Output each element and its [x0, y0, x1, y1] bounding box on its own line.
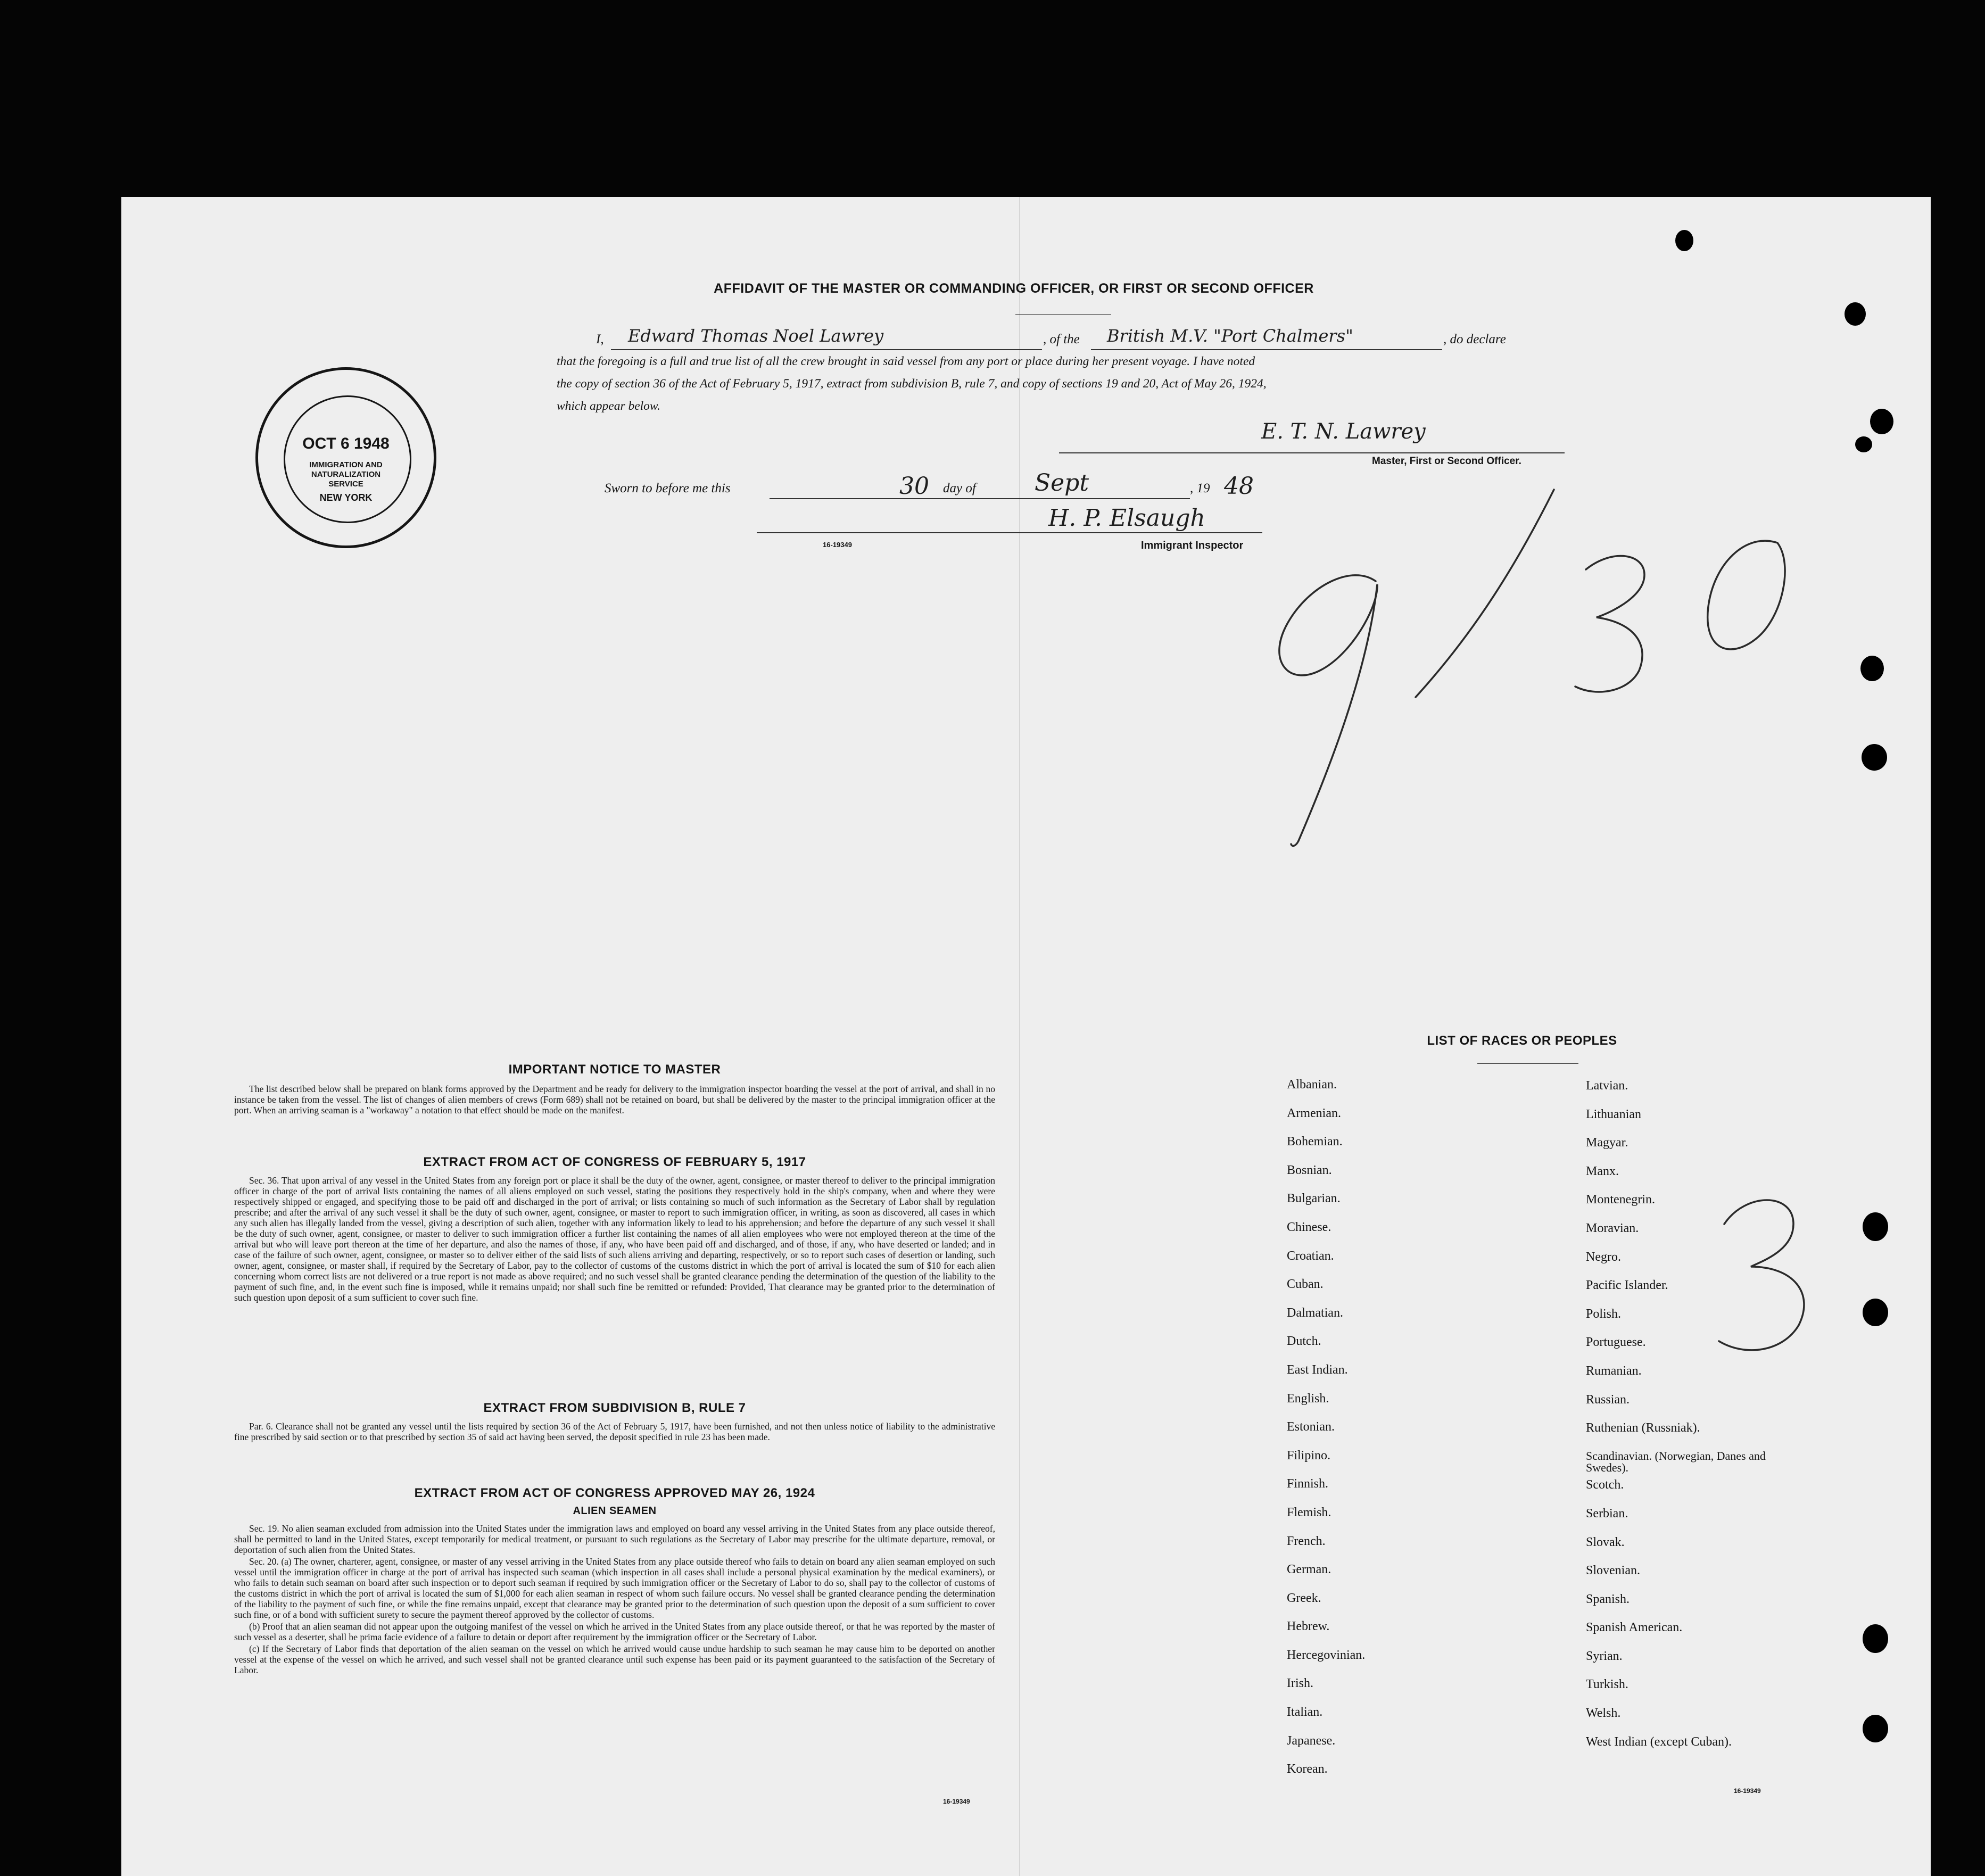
day-of-label: day of — [943, 481, 976, 495]
race-item: Cuban. — [1287, 1277, 1324, 1292]
declaration-line-3: the copy of section 36 of the Act of February 5, 1917, extract from subdivision B, rule 7, and copy of sections 19 and 20, Act of May 26, 1924, — [557, 377, 1267, 391]
punch-hole — [1863, 1715, 1888, 1742]
race-item: Latvian. — [1586, 1079, 1628, 1093]
annotation-text: 9/30 — [1192, 468, 1193, 469]
race-item: Armenian. — [1287, 1106, 1341, 1120]
race-item: Ruthenian (Russniak). — [1586, 1421, 1700, 1435]
sworn-month-line — [988, 498, 1190, 499]
i-label: I, — [596, 332, 604, 346]
notice-title: IMPORTANT NOTICE TO MASTER — [508, 1062, 721, 1077]
race-item: West Indian (except Cuban). — [1586, 1734, 1732, 1749]
punch-hole — [1860, 656, 1884, 681]
date-stamp-inner-ring — [284, 395, 411, 523]
master-signature-line — [1059, 452, 1565, 453]
race-item: Slovenian. — [1586, 1564, 1640, 1578]
sworn-day: 30 — [899, 473, 929, 500]
race-item: Filipino. — [1287, 1448, 1331, 1462]
race-item: Manx. — [1586, 1164, 1619, 1178]
master-name: Edward Thomas Noel Lawrey — [628, 326, 884, 346]
race-item: Albanian. — [1287, 1078, 1337, 1092]
extract-1924-text — [234, 1523, 995, 1676]
punch-hole — [1863, 1299, 1888, 1326]
race-item: Dutch. — [1287, 1334, 1321, 1349]
race-item: Finnish. — [1287, 1477, 1329, 1491]
race-item: Scandinavian. (Norwegian, Danes and Swedes). — [1586, 1449, 1766, 1474]
title-underline — [1015, 314, 1111, 315]
race-item: Moravian. — [1586, 1221, 1639, 1235]
stamp-date: OCT 6 1948 — [302, 435, 390, 452]
date-stamp — [255, 367, 436, 548]
race-item: Japanese. — [1287, 1733, 1336, 1748]
extract-form-number: 16-19349 — [943, 1798, 970, 1805]
sworn-day-line — [770, 498, 993, 499]
race-item: Bohemian. — [1287, 1135, 1343, 1149]
page-fold-line — [1019, 197, 1020, 1876]
extract-rule7-paragraph: Par. 6. Clearance shall not be granted any vessel until the lists required by section 36 of the Act of February 5, 1917, have been furnished, and not then unless notice of liability to the administrative fine prescribed by said section or to that prescribed by section 35 of said act having been served, the deposit specified in rule 23 has been made. — [234, 1421, 995, 1442]
race-item: Greek. — [1287, 1591, 1321, 1605]
race-item: Flemish. — [1287, 1505, 1331, 1519]
race-item: Pacific Islander. — [1586, 1278, 1668, 1293]
race-item: Magyar. — [1586, 1136, 1628, 1150]
race-item: Polish. — [1586, 1307, 1622, 1321]
race-item: Lithuanian — [1586, 1107, 1641, 1121]
race-item: Scotch. — [1586, 1478, 1624, 1492]
sec20b-paragraph: (b) Proof that an alien seaman did not appear upon the outgoing manifest of the vessel on which he arrived in the United States from any place outside thereof, or that he was reported by the master of such vessel as a deserter, shall be prima facie evidence of a failure to detain or deport after requirement by the immigration officer or the Secretary of Labor. — [234, 1621, 995, 1642]
race-item: Hercegovinian. — [1287, 1648, 1366, 1662]
inspector-signature-line — [757, 532, 1262, 533]
race-item: Spanish American. — [1586, 1621, 1683, 1635]
races-title-underline — [1477, 1063, 1578, 1064]
races-title: LIST OF RACES OR PEOPLES — [1427, 1034, 1617, 1048]
race-item: East Indian. — [1287, 1362, 1348, 1377]
master-signature: E. T. N. Lawrey — [1261, 419, 1426, 444]
vessel-name: British M.V. "Port Chalmers" — [1107, 326, 1353, 346]
stamp-agency: IMMIGRATION AND NATURALIZATION SERVICE — [309, 460, 383, 489]
extract-rule7-text — [234, 1421, 995, 1443]
race-item: Chinese. — [1287, 1220, 1331, 1234]
stamp-place: NEW YORK — [319, 492, 373, 503]
race-item: Turkish. — [1586, 1677, 1628, 1692]
declaration-line-4: which appear below. — [557, 399, 660, 413]
declaration-line-1 — [596, 326, 1565, 352]
vessel-name-line — [1091, 349, 1442, 350]
declaration-line-2: that the foregoing is a full and true list of all the crew brought in said vessel from any port or place during her present voyage. I have noted — [557, 354, 1255, 368]
race-item: Syrian. — [1586, 1649, 1623, 1663]
race-item: Montenegrin. — [1586, 1193, 1655, 1207]
race-item: English. — [1287, 1391, 1329, 1406]
race-item: Slovak. — [1586, 1535, 1625, 1549]
race-item: Welsh. — [1586, 1706, 1621, 1721]
races-left-column — [1287, 1078, 1500, 1791]
sworn-label: Sworn to before me this — [605, 481, 731, 495]
race-item: Croatian. — [1287, 1249, 1334, 1263]
notice-paragraph: The list described below shall be prepared on blank forms approved by the Department and be ready for delivery to the immigration inspector boarding the vessel at the port of arrival, and shall in no instance be taken from the vessel. The list of changes of alien members of crews (Form 689) shall not be retained on board, but shall be delivered by the master to the principal immigration officer at the port. When an arriving seaman is a "workaway" a notation to that effect should be made on the manifest. — [234, 1084, 995, 1115]
race-item: Korean. — [1287, 1762, 1328, 1776]
extract-1917-paragraph: Sec. 36. That upon arrival of any vessel in the United States from any foreign port or place it shall be the duty of the owner, agent, consignee, or master thereof to deliver to the principal immigration officer in charge of the port of arrival lists containing the names of all aliens employed on such vessel, stating the positions they respectively hold in the ship's company, when and where they were respectively shipped or engaged, and specifying those to be paid off and discharged in the port of arrival; or lists containing so much of such information as the Secretary of Labor shall by regulation prescribe; and after the arrival of any such vessel it shall be the duty of such owner, agent, consignee, or master to report to such immigration officer, in writing, as soon as discovered, all cases in which any such alien has illegally landed from the vessel, giving a description of such alien, together with any information likely to lead to his apprehension; and before the departure of any such vessel it shall be the duty of such owner, agent, consignee, or master to deliver to such immigration officer a further list containing the names of all alien employees who were not employed thereon at the time of the arrival but who will leave port thereon at the time of her departure, and also the names of those, if any, who have been paid off and discharged, and of those, if any, who have deserted or landed; and in case of the failure of such owner, agent, consignee, or master so to deliver either of the said lists of such aliens arriving and departing, respectively, or so to report such cases of desertion or landing, such owner, agent, consignee, or master shall, if required by the Secretary of Labor, pay to the collector of customs of the customs district in which the port of arrival is located the sum of $10 for each alien concerning whom correct lists are not delivered or a true report is not made as above required; and no such vessel shall be granted clearance pending the determination of the question of the liability to the payment of such fine, and, in the event such fine is imposed, while it remains unpaid; nor shall such fine be remitted or refunded: Provided, That clearance may be granted prior to the determination of such question upon deposit of a sum sufficient to cover such fine. — [234, 1175, 995, 1303]
race-item: Dalmatian. — [1287, 1305, 1343, 1320]
extract-rule7-title: EXTRACT FROM SUBDIVISION B, RULE 7 — [483, 1401, 746, 1415]
race-item: Irish. — [1287, 1676, 1313, 1691]
extract-1917-text — [234, 1175, 995, 1304]
race-item: Serbian. — [1586, 1506, 1628, 1520]
sworn-month: Sept — [1035, 469, 1089, 497]
race-item: Hebrew. — [1287, 1619, 1330, 1634]
races-right-column — [1586, 1079, 1809, 1764]
sec20a-paragraph: Sec. 20. (a) The owner, charterer, agent, consignee, or master of any vessel arriving in the United States from any place outside thereof who fails to detain on board any alien seaman employed on such vessel until the immigration officer in charge at the port of arrival has inspected such seaman (which inspection in all cases shall include a personal physical examination by the medical examiners), or who fails to detain such seaman on board after such inspection or to deport such seaman if required by such immigration officer or the Secretary of Labor to do so, shall pay to the collector of customs of the customs district in which the port of arrival is located the sum of $1,000 for each alien seaman in respect of whom such failure occurs. No vessel shall be granted clearance pending the determination of the liability to the payment of such fine, or while the fine remains unpaid, except that clearance may be granted prior to the determination of such question upon the deposit of a sum sufficient to cover such fine, or of a bond with sufficient surety to secure the payment thereof approved by the collector of customs. — [234, 1556, 995, 1620]
inspector-caption: Immigrant Inspector — [1141, 540, 1244, 551]
punch-hole — [1862, 744, 1887, 771]
race-item: Russian. — [1586, 1392, 1630, 1407]
extract-1924-title: EXTRACT FROM ACT OF CONGRESS APPROVED MAY 26, 1924 — [414, 1486, 815, 1500]
race-item: Negro. — [1586, 1250, 1621, 1264]
race-item: Italian. — [1287, 1705, 1323, 1720]
punch-hole — [1855, 436, 1872, 452]
affidavit-title: AFFIDAVIT OF THE MASTER OR COMMANDING OFFICER, OR FIRST OR SECOND OFFICER — [714, 281, 1314, 296]
punch-hole — [1675, 230, 1693, 251]
affidavit-form-number: 16-19349 — [823, 541, 852, 549]
punch-hole — [1863, 1212, 1888, 1241]
race-item: Bulgarian. — [1287, 1192, 1341, 1206]
sec20c-paragraph: (c) If the Secretary of Labor finds that deportation of the alien seaman on the vessel on which he arrived would cause undue hardship to such seaman he may cause him to be deported on another vessel at the expense of the vessel on which he arrived, and such vessel shall not be granted clearance until such expense has been paid or its payment guaranteed to the satisfaction of the Secretary of Labor. — [234, 1643, 995, 1675]
race-item: Bosnian. — [1287, 1163, 1332, 1177]
race-item: Spanish. — [1586, 1592, 1630, 1606]
race-item: German. — [1287, 1563, 1331, 1577]
of-the-label: , of the — [1043, 332, 1080, 346]
master-caption: Master, First or Second Officer. — [1372, 456, 1521, 467]
race-item: Rumanian. — [1586, 1363, 1642, 1378]
sworn-year: 48 — [1224, 473, 1254, 500]
extract-1924-subtitle: ALIEN SEAMEN — [573, 1505, 657, 1517]
punch-hole — [1863, 1624, 1888, 1653]
punch-hole — [1870, 409, 1893, 434]
year-prefix: , 19 — [1190, 481, 1210, 495]
do-declare-label: , do declare — [1443, 332, 1506, 346]
inspector-signature: H. P. Elsaugh — [1048, 505, 1205, 532]
race-item: French. — [1287, 1534, 1326, 1548]
extract-1917-title: EXTRACT FROM ACT OF CONGRESS OF FEBRUARY 5, 1917 — [423, 1155, 806, 1169]
race-item: Portuguese. — [1586, 1335, 1646, 1350]
notice-text — [234, 1084, 995, 1117]
race-item: Estonian. — [1287, 1420, 1335, 1434]
master-name-line — [611, 349, 1042, 350]
handwritten-annotation — [1192, 468, 1820, 894]
races-form-number: 16-19349 — [1734, 1787, 1761, 1795]
sec19-paragraph: Sec. 19. No alien seaman excluded from admission into the United States under the immigration laws and employed on board any vessel arriving in the United States from any place outside thereof, shall be permitted to land in the United States, except temporarily for medical treatment, or pursuant to such regulations as the Secretary of Labor may prescribe for the ultimate departure, removal, or deportation of such alien from the United States. — [234, 1523, 995, 1555]
punch-hole — [1845, 302, 1866, 326]
